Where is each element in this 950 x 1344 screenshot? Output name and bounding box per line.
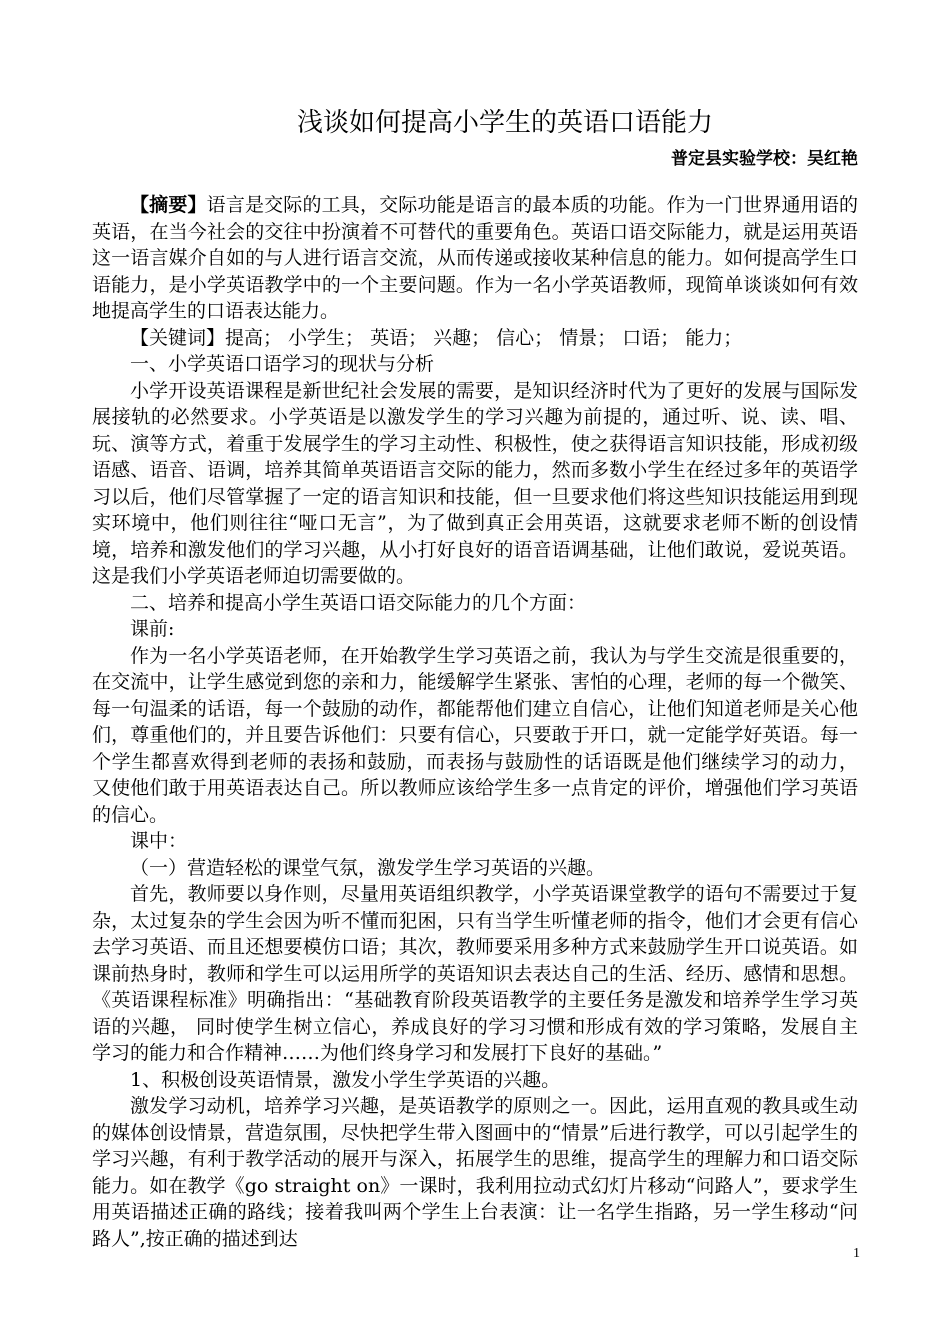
abstract-paragraph <box>92 192 858 325</box>
author-line: 普定县实验学校：吴红艳 <box>671 149 858 169</box>
section-heading-1: 一、小学英语口语学习的现状与分析 <box>130 353 435 375</box>
document-title: 浅谈如何提高小学生的英语口语能力 <box>296 108 713 138</box>
abstract-text: 语言是交际的工具，交际功能是语言的最本质的功能。作为一门世界通用语的英语，在当今社会的交往中扮演着不可替代的重要角色。英语口语交际能力，就是运用英语这一语言媒介自如的与人进行语言交流，从而传递或接收某种信息的能力。如何提高学生口语能力，是小学英语教学中的一个主要问题。作为一名小学英语教师，现简单谈谈如何有效地提高学生的口语表达能力。 <box>92 194 858 322</box>
subheading-atmosphere: （一）营造轻松的课堂气氛，激发学生学习英语的兴趣。 <box>130 856 606 879</box>
subheading-scenario: 1、积极创设英语情景，激发小学生学英语的兴趣。 <box>130 1068 561 1091</box>
body-paragraph: 小学开设英语课程是新世纪社会发展的需要，是知识经济时代为了更好的发展与国际发展接轨的必然要求。小学英语是以激发学生的学习兴趣为前提的，通过听、说、读、唱、玩、演等方式，着重于发展学生的学习主动性、积极性，使之获得语言知识技能，形成初级语感、语音、语调，培养其简单英语语言交际的能力，然而多数小学生在经过多年的英语学习以后，他们尽管掌握了一定的语言知识和技能，但一旦要求他们将这些知识技能运用到现实环境中，他们则往往“哑口无言”，为了做到真正会用英语，这就要求老师不断的创设情境，培养和激发他们的学习兴趣，从小打好良好的语音语调基础，让他们敢说，爱说英语。这是我们小学英语老师迫切需要做的。 <box>92 379 858 587</box>
body-paragraph: 作为一名小学英语老师，在开始教学生学习英语之前，我认为与学生交流是很重要的，在交流中，让学生感觉到您的亲和力，能缓解学生紧张、害怕的心理，老师的每一个微笑、每一句温柔的话语，每一个鼓励的动作，都能帮他们建立自信心，让他们知道老师是关心他们，尊重他们的，并且要告诉他们：只要有信心，只要敢于开口，就一定能学好英语。每一个学生都喜欢得到老师的表扬和鼓励，而表扬与鼓励性的话语既是他们继续学习的动力， 又使他们敢于用英语表达自己。所以教师应该给学生多一点肯定的评价，增强他们学习英语的信心。 <box>92 644 858 826</box>
body-paragraph: 首先，教师要以身作则，尽量用英语组织教学，小学英语课堂教学的语句不需要过于复杂，太过复杂的学生会因为听不懂而犯困，只有当学生听懂老师的指令，他们才会更有信心去学习英语、而且还想要模仿口语；其次，教师要采用多种方式来鼓励学生开口说英语。如课前热身时，教师和学生可以运用所学的英语知识去表达自己的生活、经历、感情和思想。《英语课程标准》明确指出：“基础教育阶段英语教学的主要任务是激发和培养学生学习英语的兴趣， 同时使学生树立信心，养成良好的学习习惯和形成有效的学习策略，发展自主学习的能力和合作精神……为他们终身学习和发展打下良好的基础。” <box>92 883 858 1064</box>
subheading-before-class: 课前: <box>130 618 175 640</box>
subheading-in-class: 课中： <box>130 830 188 852</box>
section-heading-2: 二、培养和提高小学生英语口语交际能力的几个方面： <box>130 591 587 614</box>
page-number: 1 <box>853 1246 860 1261</box>
body-paragraph: 激发学习动机，培养学习兴趣，是英语教学的原则之一。因此，运用直观的教具或生动的媒体创设情景，营造氛围，尽快把学生带入图画中的“情景”后进行教学，可以引起学生的学习兴趣，有利于教学活动的展开与深入，拓展学生的思维，提高学生的理解力和口语交际能力。如在教学《go straight on》一课时，我利用拉动式幻灯片移动“问路人”，要求学生用英语描述正确的路线；接着我叫两个学生上台表演：让一名学生指路，另一学生移动“问路人”,按正确的描述到达 <box>92 1095 858 1250</box>
document-body <box>92 192 858 1252</box>
keywords-paragraph: 【关键词】提高； 小学生； 英语； 兴趣； 信心； 情景； 口语； 能力； <box>130 326 743 349</box>
abstract-label: 【摘要】 <box>130 194 207 216</box>
